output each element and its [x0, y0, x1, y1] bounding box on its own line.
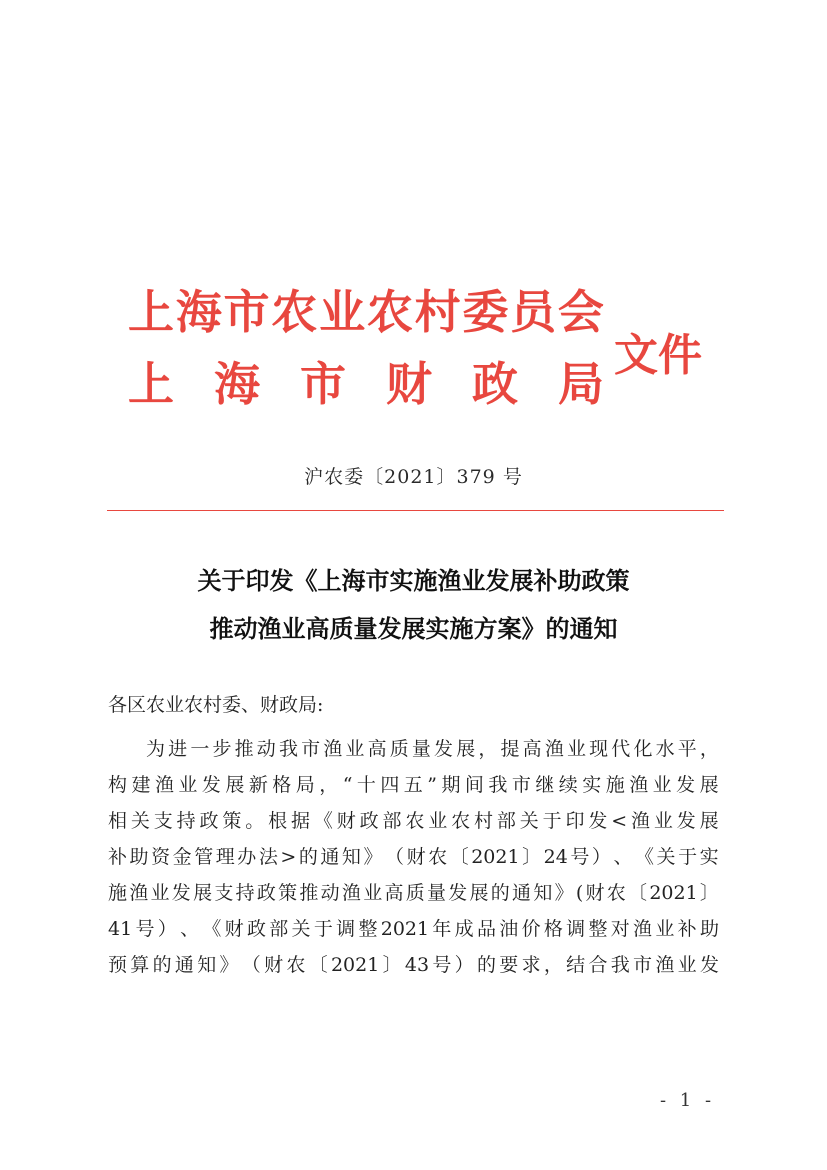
body-line: 施 渔 业 发 展 支 持 政 策 推 动 渔 业 高 质 量 发 展 的 通 知 》 ( 财 农 〔 2021 〕	[108, 882, 719, 904]
body-line: 相 关 支 持 政 策 。 根 据 《 财 政 部 农 业 农 村 部 关 于 印 发 < 渔 业 发 展	[108, 810, 719, 832]
body-line: 为 进 一 步 推 动 我 市 渔 业 高 质 量 发 展 ， 提 高 渔 业 现 代 化 水 平 ，	[146, 738, 719, 760]
salutation: 各区农业农村委、财政局:	[108, 694, 324, 716]
document-number: 沪农委〔2021〕379 号	[304, 466, 523, 488]
issuer-line-1: 上 海 市 农 业 农 村 委 员 会	[128, 285, 604, 339]
body-line: 构 建 渔 业 发 展 新 格 局 ， “ 十 四 五 ” 期 间 我 市 继 续 实 施 渔 业 发 展	[108, 774, 719, 796]
issuer-line-2: 上 海 市 财 政 局	[128, 357, 604, 411]
document-type: 文件	[614, 330, 702, 381]
red-divider	[107, 510, 724, 511]
body-line: 41 号 ） 、 《 财 政 部 关 于 调 整 2021 年 成 品 油 价 格 调 整 对 渔 业 补 助	[108, 918, 719, 940]
body-line: 预 算 的 通 知 》 （ 财 农 〔 2021 〕 43 号 ） 的 要 求 ， 结 合 我 市 渔 业 发	[108, 954, 719, 976]
title-line-1: 关于印发《上海市实施渔业发展补助政策	[197, 566, 630, 595]
body-line: 补 助 资 金 管 理 办 法 > 的 通 知 》 （ 财 农 〔 2021 〕 24 号 ） 、 《 关 于 实	[108, 846, 719, 868]
page-number: - 1 -	[660, 1090, 716, 1111]
title-line-2: 推动渔业高质量发展实施方案》的通知	[209, 614, 618, 643]
